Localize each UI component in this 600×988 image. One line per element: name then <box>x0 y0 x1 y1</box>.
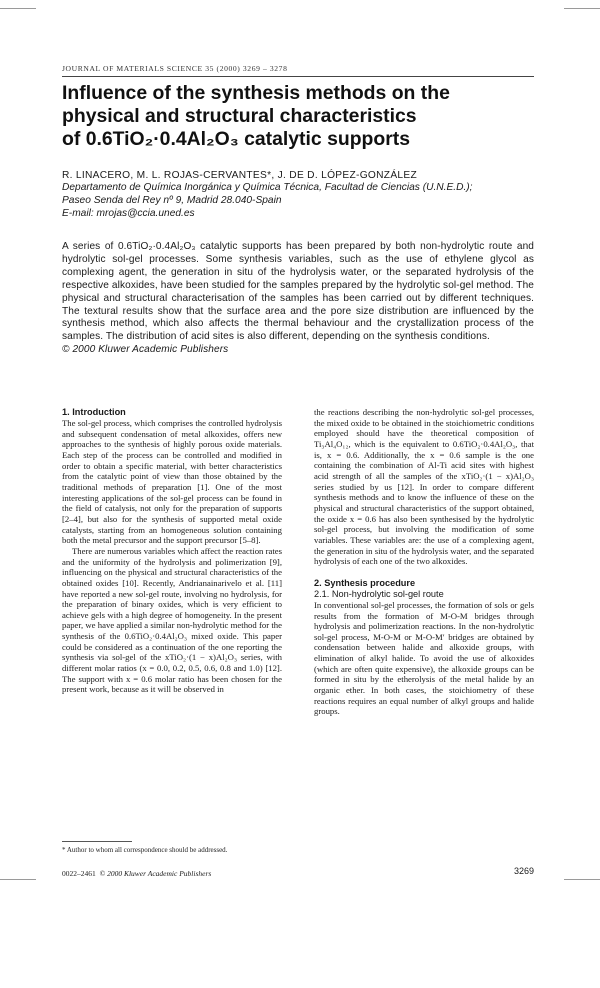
header-rule <box>62 76 534 77</box>
abstract-text: A series of 0.6TiO₂·0.4Al₂O₃ catalytic supports has been prepared by both non-hydrolytic route and hydrolytic sol-gel processes. Some synthesis variables, such as the use of ethylene glycol as complexing agent, the generation in situ of the hydrolysis water, or the separated hydrolysis of the respective alkoxides, have been studied for the samples prepared by the hydrolytic sol-gel method. The physical and structural characterisation of the samples has been carried out by different techniques. The textural results show that the surface area and the pore size distribution are influenced by the synthesis method, which also affects the thermal behaviour and the crystallization process of the samples. The distribution of acid sites is also different, depending on the synthesis conditions. <box>62 241 534 343</box>
affiliation-line: Paseo Senda del Rey nº 9, Madrid 28.040-Spain <box>62 195 282 206</box>
page-number: 3269 <box>513 866 534 876</box>
paragraph: the reactions describing the non-hydrolytic sol-gel processes, the mixed oxide to be obtained in the stoichiometric conditions employed should have the theoretical composition of Ti₃Al₄O₁₂, which is the equivalent to 0.6TiO₂·0.4Al₂O₃, that is, x = 0.6. Additionally, the x = 0.6 sample is the one containing the combination of Al-Ti acid sites with highest acid strength of all the samples of the xTiO₂·(1 − x)Al₂O₃ series studied by us [12]. In order to compare different synthesis methods and to know the influence of these on the physical and structural characteristics of the support obtained, the oxide x = 0.6 has also been synthesised by the hydrolytic sol-gel process, but involving the modification of some variables. These variables are: the use of a complexing agent, the generation in situ of the hydrolysis water, and the separated hydrolysis of each one of the two alkoxides. <box>314 407 534 567</box>
affiliation <box>62 181 534 207</box>
body-columns <box>62 407 534 827</box>
issn-code: 0022–2461 <box>62 869 96 878</box>
abstract-copyright: © 2000 Kluwer Academic Publishers <box>62 344 229 356</box>
title-line: physical and structural characteristics <box>62 105 417 127</box>
journal-header: JOURNAL OF MATERIALS SCIENCE 35 (2000) 3269 – 3278 <box>62 64 288 73</box>
crop-mark <box>0 879 36 880</box>
paragraph: The sol-gel process, which comprises the controlled hydrolysis and subsequent condensation of metal alkoxides, offers new approaches to the synthesis of highly porous oxide materials. Each step of the process can be controlled and modified in order to obtain a specific material, with better characteristics from the catalytic point of view than those obtained by the traditional methods of preparation [1]. One of the most interesting applications of the sol-gel process can be found in the field of catalysis, not only for the preparation of supports [2–4], but also for the synthesis of supported metal oxide catalysts, starting from an homogeneous solution containing both the metal precursor and the support precursor [5–8]. <box>62 418 282 546</box>
section-heading: 2. Synthesis procedure <box>314 577 416 588</box>
crop-mark <box>564 8 600 9</box>
publisher: © 2000 Kluwer Academic Publishers <box>99 869 212 878</box>
right-column <box>314 407 534 717</box>
footnote: * Author to whom all correspondence should be addressed. <box>62 846 228 854</box>
crop-mark <box>0 8 36 9</box>
paper-page <box>62 64 534 878</box>
title-line: of 0.6TiO₂·0.4Al₂O₃ catalytic supports <box>62 128 411 150</box>
subsection-heading: 2.1. Non-hydrolytic sol-gel route <box>314 588 444 599</box>
authors: R. LINACERO, M. L. ROJAS-CERVANTES*, J. DE D. LÓPEZ-GONZÁLEZ <box>62 170 418 181</box>
paragraph: There are numerous variables which affect the reaction rates and the uniformity of the hydrolysis and polimerization [9], influencing on the physical and structural characteristics of the obtained oxides [10]. Recently, Andrianainarivelo et al. [11] have reported a new sol-gel route, involving no hydrolysis, for the preparation of binary oxides, which is very efficient to achieve gels with a high degree of homogeneity. In the present paper, we have applied a similar non-hydrolytic method for the synthesis of the 0.6TiO₂·0.4Al₂O₃ mixed oxide. This paper could be considered as a continuation of the one reporting the synthesis via sol-gel of the xTiO₂·(1 − x)Al₂O₃ series, with different molar ratios (x = 0.0, 0.2, 0.5, 0.6, 0.8 and 1.0) [12]. The support with x = 0.6 molar ratio has been chosen for the present work, because as it will be observed in <box>62 545 282 695</box>
journal-code <box>62 869 211 878</box>
email-link[interactable]: E-mail: mrojas@ccia.uned.es <box>62 208 195 219</box>
affiliation-line: Departamento de Química Inorgánica y Química Técnica, Facultad de Ciencias (U.N.E.D.); <box>62 182 473 193</box>
title-line: Influence of the synthesis methods on the <box>62 82 450 104</box>
crop-mark <box>564 879 600 880</box>
left-column <box>62 407 282 695</box>
footnote-rule <box>62 841 132 842</box>
paragraph: In conventional sol-gel processes, the formation of sols or gels results from the formation of M-O-M bridges through hydrolysis and polimerization reactions. In the non-hydrolytic sol-gel process, M-O-M or M-O-M′ bridges are obtained by condensation between halide and alkoxide groups, with elimination of alkyl halide. To avoid the use of alkoxides (which are often quite expensive), the alkoxide groups can be formed in situ by the etherolysis of the metal halide by an organic ether. In both cases, the stoichiometry of these reactions requires an equal number of alkyl groups and halide groups. <box>314 599 534 717</box>
article-title <box>62 82 534 151</box>
section-heading: 1. Introduction <box>62 407 126 417</box>
abstract <box>62 241 534 357</box>
